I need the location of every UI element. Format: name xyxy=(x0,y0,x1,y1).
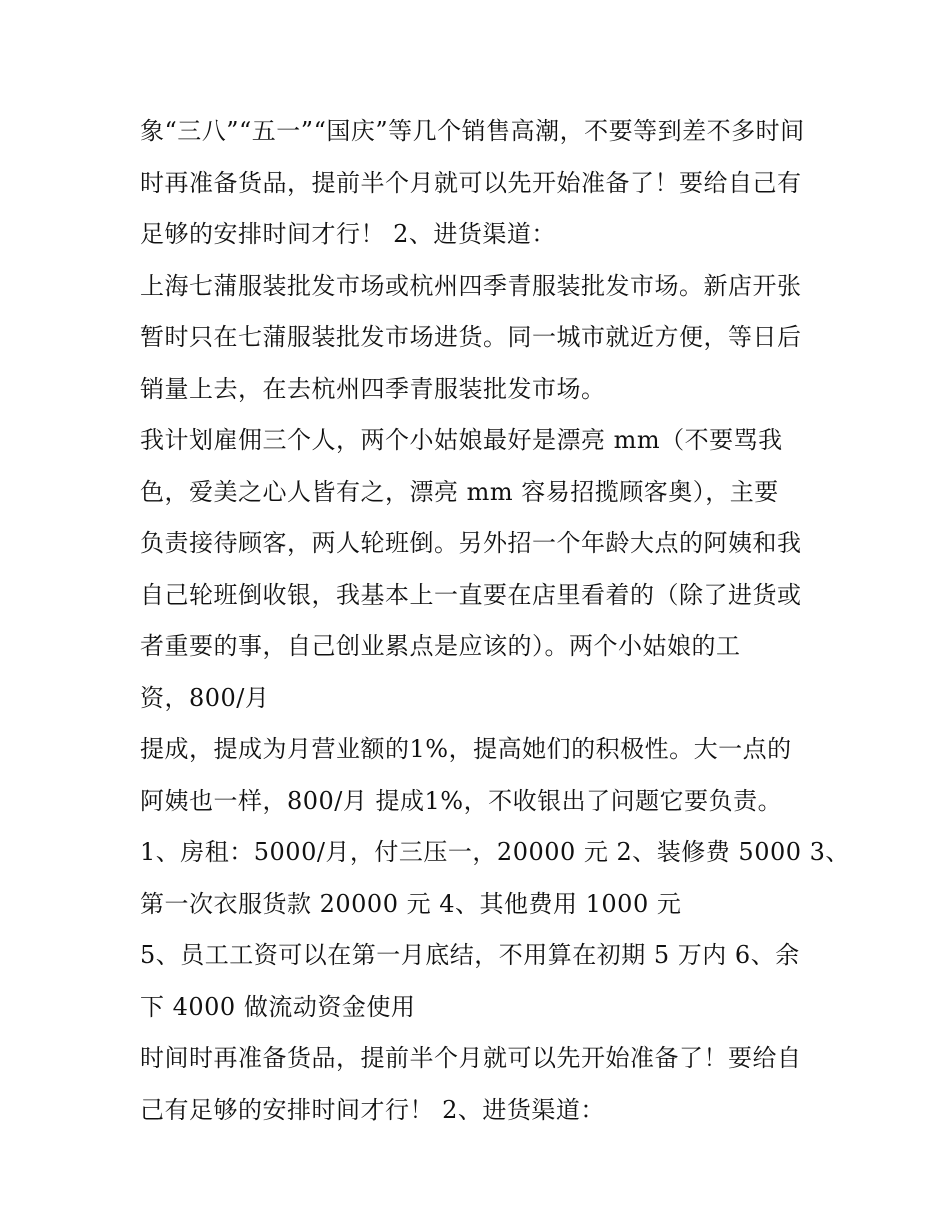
text-line: 下 4000 做流动资金使用 xyxy=(140,992,416,1021)
text-line: 时再准备货品，提前半个月就可以先开始准备了！要给自己有 xyxy=(140,168,802,197)
text-line: 色，爱美之心人皆有之，漂亮 mm 容易招揽顾客奥），主要 xyxy=(140,477,779,506)
text-line: 我计划雇佣三个人，两个小姑娘最好是漂亮 mm（不要骂我 xyxy=(140,426,783,454)
text-line: 自己轮班倒收银，我基本上一直要在店里看着的（除了进货或 xyxy=(140,580,802,609)
text-line: 者重要的事，自己创业累点是应该的）。两个小姑娘的工 xyxy=(140,632,741,660)
document-body xyxy=(140,106,850,1136)
text-line: 1、房租：5000/月，付三压一，20000 元 2、装修费 5000 3、 xyxy=(140,838,850,866)
text-line: 负责接待顾客，两人轮班倒。另外招一个年龄大点的阿姨和我 xyxy=(140,529,802,557)
text-line: 5、员工工资可以在第一月底结，不用算在初期 5 万内 6、余 xyxy=(140,941,800,969)
text-line: 第一次衣服货款 20000 元 4、其他费用 1000 元 xyxy=(140,889,682,918)
text-line: 象“三八”“五一”“国庆”等几个销售高潮，不要等到差不多时间 xyxy=(140,117,805,145)
text-line: 上海七蒲服装批发市场或杭州四季青服装批发市场。新店开张 xyxy=(140,271,802,300)
text-line: 暂时只在七蒲服装批发市场进货。同一城市就近方便，等日后 xyxy=(140,323,802,351)
text-line: 己有足够的安排时间才行！ 2、进货渠道： xyxy=(140,1095,605,1124)
text-line: 资，800/月 xyxy=(140,683,270,712)
text-line: 时间时再准备货品，提前半个月就可以先开始准备了！要给自 xyxy=(140,1044,802,1072)
text-line: 提成，提成为月营业额的1%，提高她们的积极性。大一点的 xyxy=(140,735,792,763)
text-line: 销量上去，在去杭州四季青服装批发市场。 xyxy=(140,374,606,403)
text-line: 阿姨也一样，800/月 提成1%，不收银出了问题它要负责。 xyxy=(140,786,783,815)
text-line: 足够的安排时间才行！ 2、进货渠道： xyxy=(140,220,556,248)
